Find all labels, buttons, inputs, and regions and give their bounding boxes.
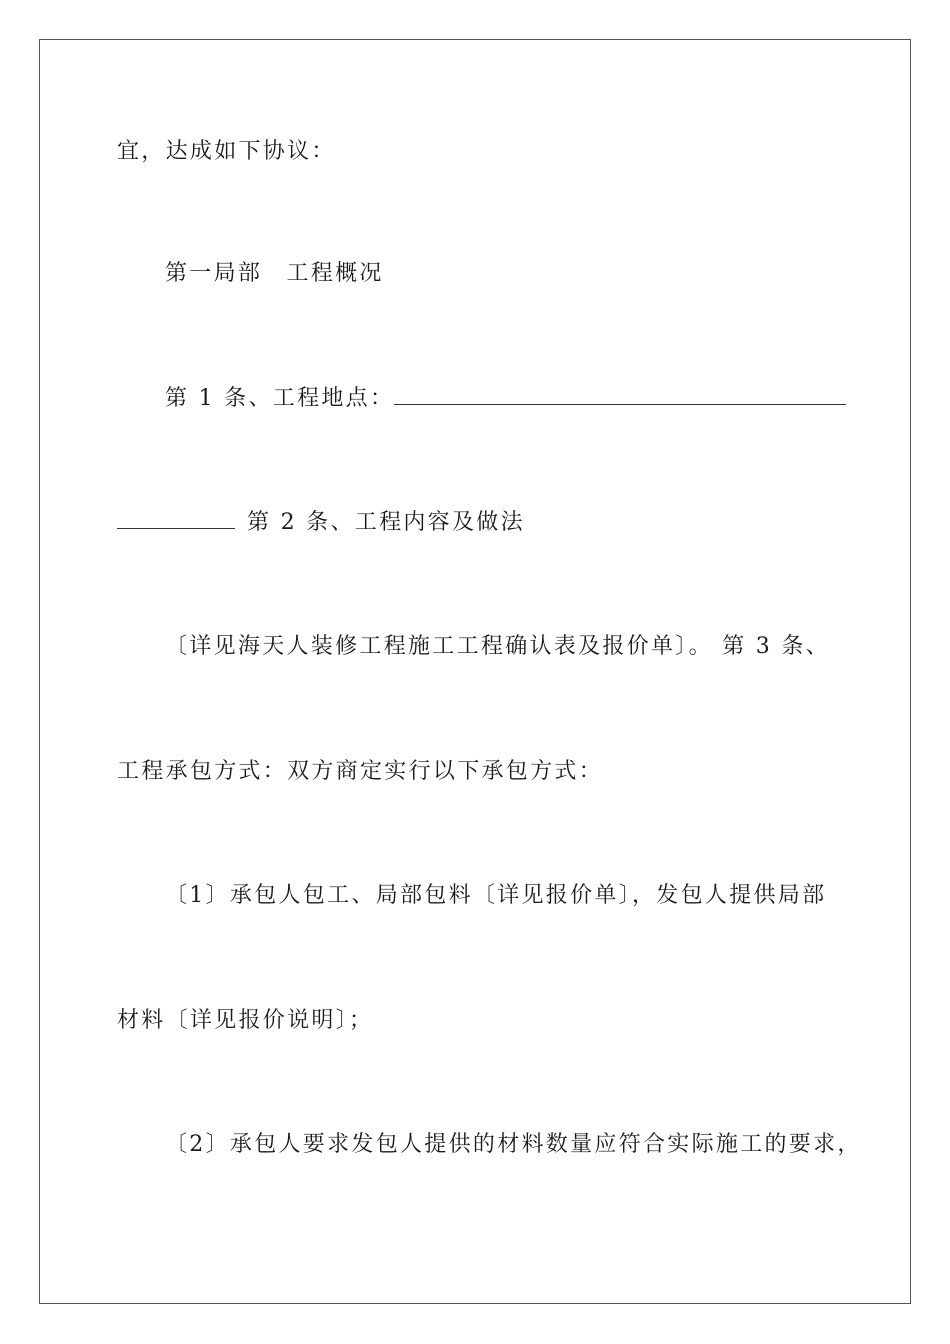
- text-line-5: 〔详见海天人装修工程施工工程确认表及报价单〕。 第 3 条、: [165, 634, 830, 659]
- clause-2-label: 第 2 条、工程内容及做法: [247, 510, 525, 535]
- text-line-9: 〔2〕承包人要求发包人提供的材料数量应符合实际施工的要求，: [165, 1132, 862, 1157]
- location-blank-continued: [117, 508, 235, 529]
- text-line-8: 材料〔详见报价说明〕；: [117, 1008, 374, 1033]
- text-line-3: [165, 384, 846, 414]
- text-line-1: 宜，达成如下协议：: [117, 139, 336, 164]
- clause-1-label: 第 1 条、工程地点：: [165, 386, 395, 411]
- text-line-6: 工程承包方式：双方商定实行以下承包方式：: [117, 759, 604, 784]
- text-line-7: 〔1〕承包人包工、局部包料〔详见报价单〕，发包人提供局部: [165, 883, 827, 908]
- page-border: [39, 39, 911, 1304]
- section-heading: 第一局部 工程概况: [165, 261, 384, 286]
- location-blank: [394, 384, 846, 405]
- text-line-4: [117, 508, 525, 538]
